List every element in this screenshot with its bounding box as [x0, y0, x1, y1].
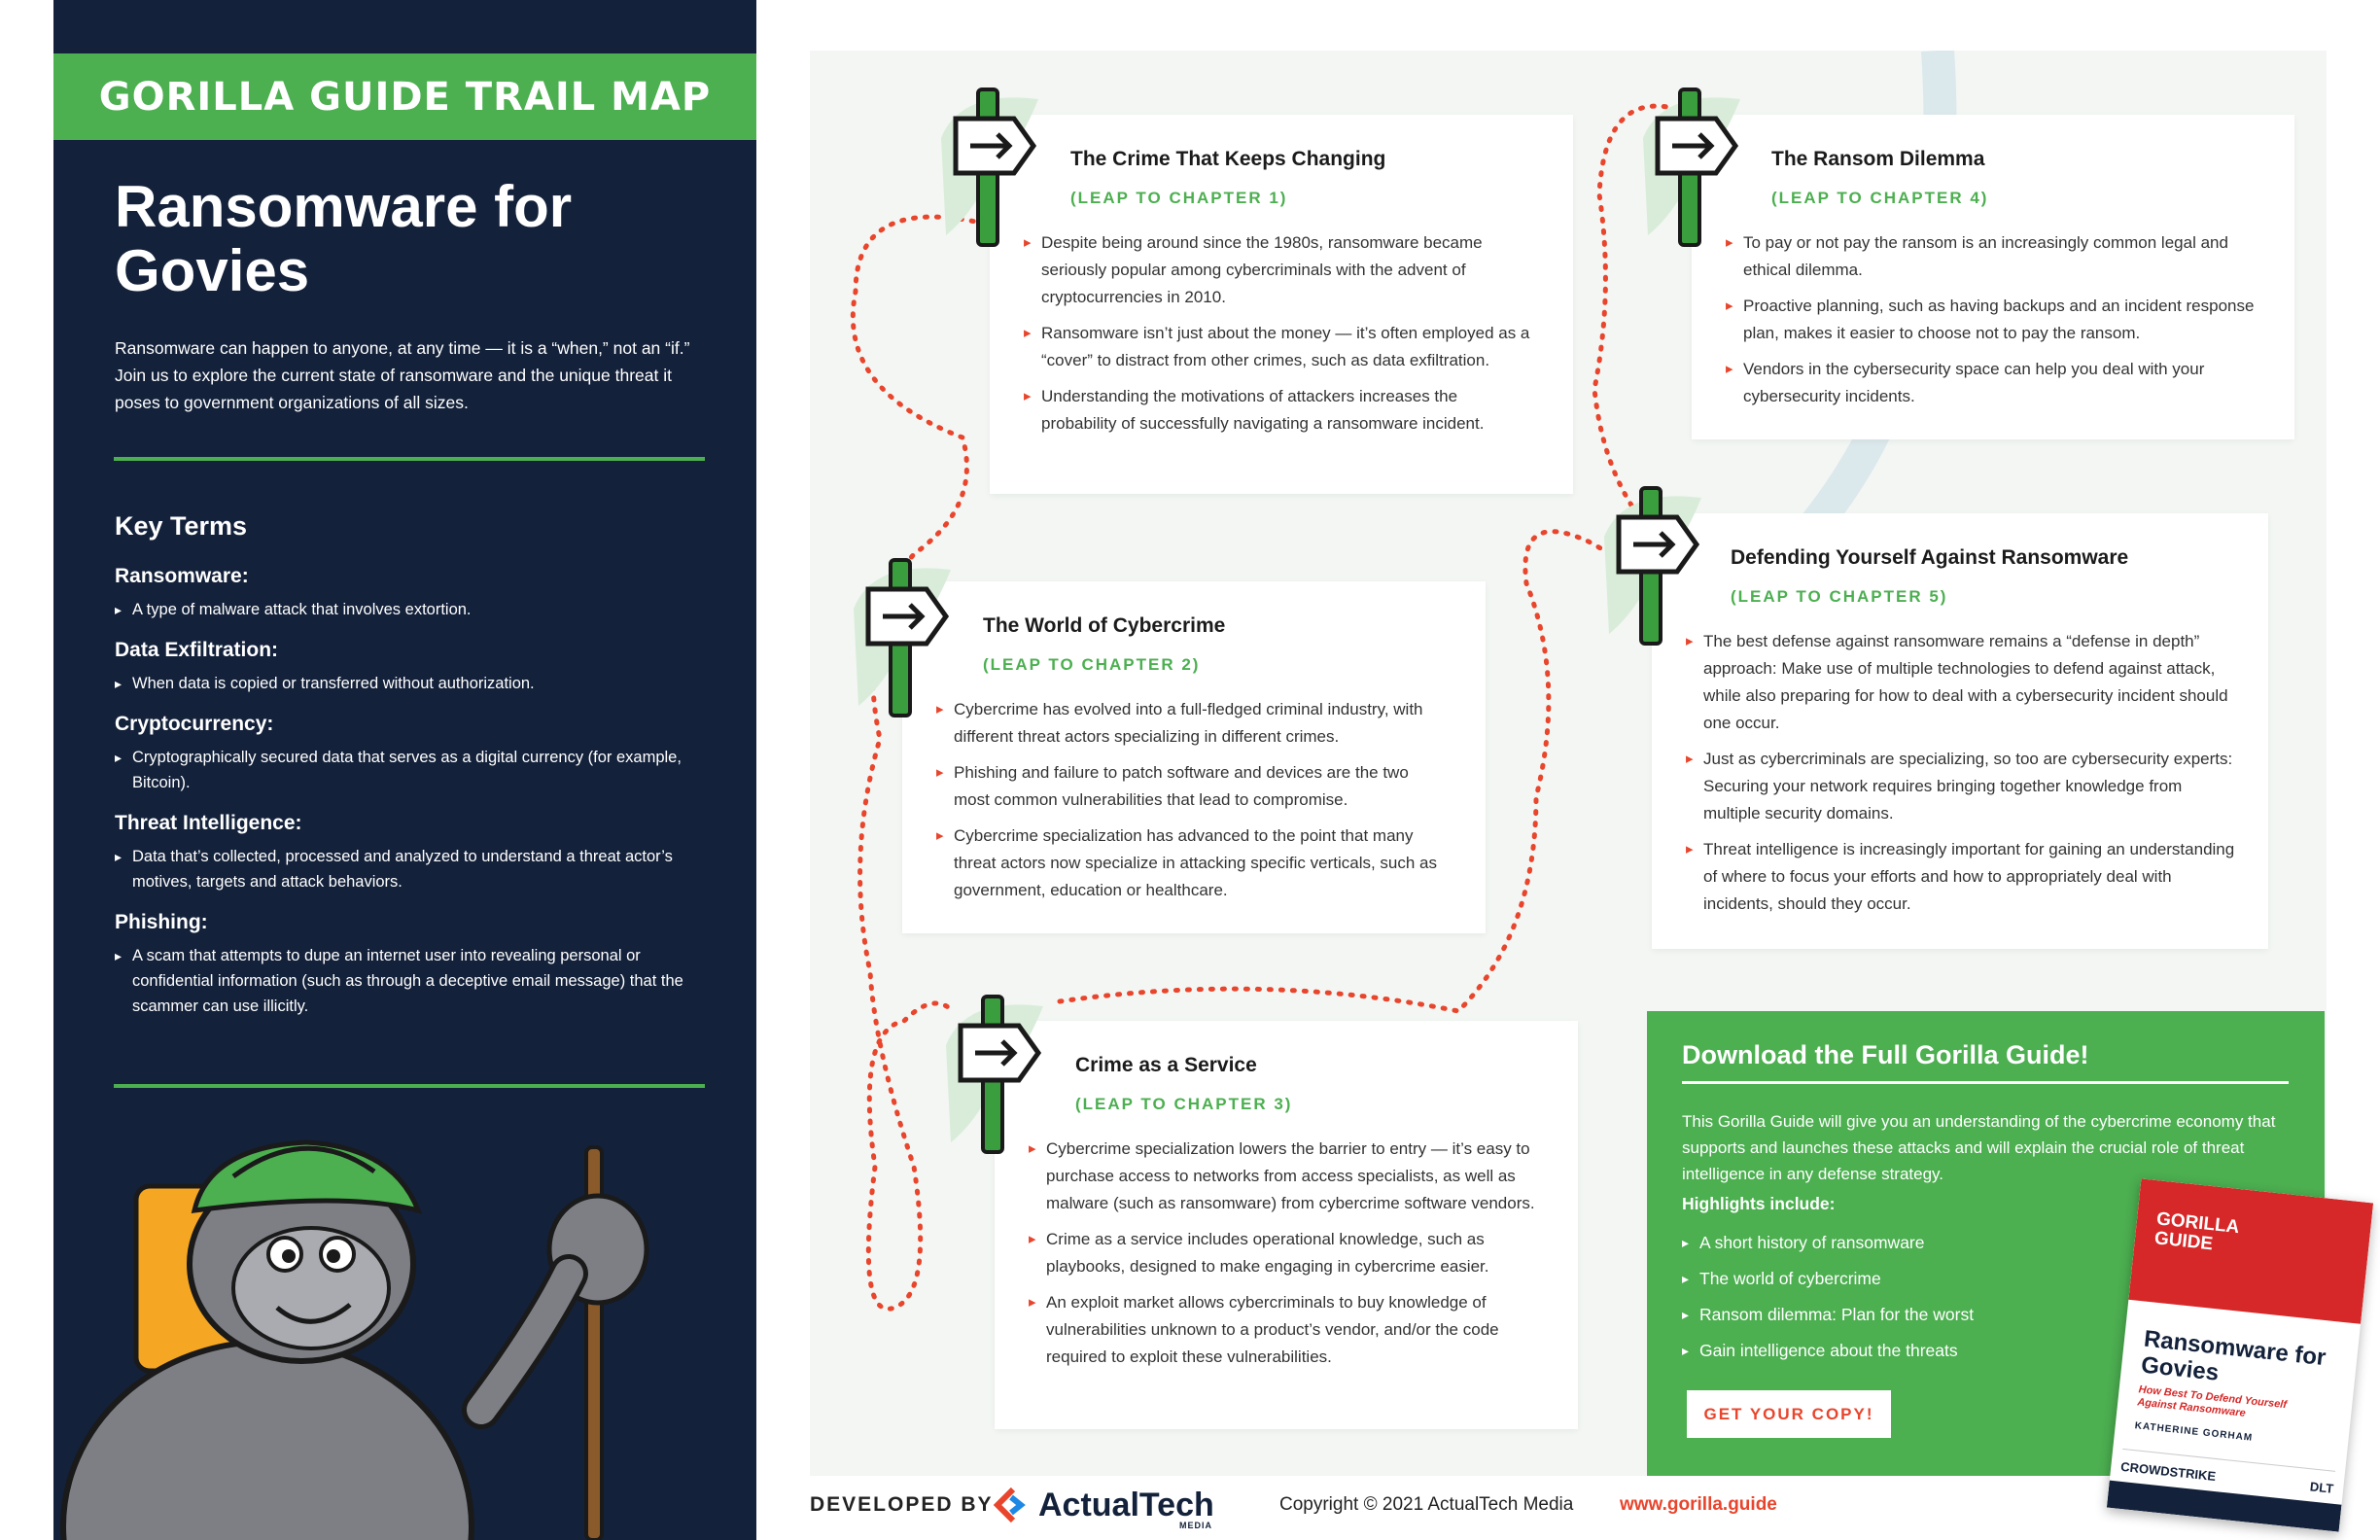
intro-text: Ransomware can happen to anyone, at any time — it is a “when,” not an “if.” Join us to explore the current state of ransomware and the unique threat it poses to government organizations of all sizes. — [115, 338, 690, 412]
leap-to-chapter-link[interactable]: (LEAP TO CHAPTER 3) — [1075, 1095, 1293, 1113]
highlight-item: ▸ Gain intelligence about the threats — [1682, 1333, 1974, 1369]
leap-to-chapter-link[interactable]: (LEAP TO CHAPTER 2) — [983, 655, 1201, 674]
chapter-bullets — [936, 696, 1447, 913]
book-series: GORILLA GUIDE — [2153, 1208, 2240, 1255]
bullet-item: ▸ Despite being around since the 1980s, ransomware became seriously popular among cybercriminals with the advent of cryptocurrencies in 2010. — [1024, 229, 1534, 311]
signpost-icon — [1633, 80, 1750, 255]
term-name: Data Exfiltration: — [115, 639, 279, 661]
bullet-item: ▸ Cybercrime specialization lowers the barrier to entry — it’s easy to purchase access to networks from access specialists, as well as malware (such as ransomware) from cybercrime software vendors. — [1029, 1136, 1544, 1217]
download-description: This Gorilla Guide will give you an understanding of the cybercrime economy that supports and launches these attacks and will explain the crucial role of threat intelligence in any defense strategy. — [1682, 1112, 2276, 1183]
term-definition: ▸ A type of malware attack that involves extortion. — [115, 597, 718, 622]
term-name: Threat Intelligence: — [115, 812, 302, 834]
company-sub: MEDIA — [1179, 1521, 1212, 1530]
crowdstrike-logo: CROWDSTRIKE — [2119, 1458, 2217, 1485]
bullet-item: ▸ Phishing and failure to patch software and devices are the two most common vulnerabilities that lead to compromise. — [936, 759, 1447, 814]
signpost-icon — [844, 550, 961, 725]
term-definition: ▸ Cryptographically secured data that serves as a digital currency (for example, Bitcoin). — [115, 745, 718, 795]
book-title: Ransomware for Govies — [2139, 1325, 2328, 1386]
chapter-bullets — [1024, 229, 1534, 446]
bullet-item: ▸ Cybercrime specialization has advanced to the point that many threat actors now specialize in attacking specific verticals, such as government, education or healthcare. — [936, 822, 1447, 904]
chapter-card-1 — [990, 115, 1573, 494]
bullet-item: ▸ Proactive planning, such as having backups and an incident response plan, makes it easier to choose not to pay the ransom. — [1726, 293, 2265, 347]
download-divider — [1682, 1081, 2289, 1084]
chapter-title: Defending Yourself Against Ransomware — [1731, 546, 2129, 569]
chapter-bullets — [1029, 1136, 1544, 1380]
bullet-item: ▸ Just as cybercriminals are specializing, so too are cybersecurity experts: Securing your network requires bringing together knowledge from multiple security domains. — [1686, 746, 2235, 827]
chapter-title: Crime as a Service — [1075, 1054, 1257, 1076]
highlight-item: ▸ The world of cybercrime — [1682, 1261, 1974, 1297]
chapter-title: The World of Cybercrime — [983, 614, 1226, 637]
download-title: Download the Full Gorilla Guide! — [1682, 1040, 2089, 1069]
highlight-item: ▸ A short history of ransomware — [1682, 1225, 1974, 1261]
chapter-bullets — [1686, 628, 2235, 927]
term-name: Ransomware: — [115, 565, 249, 587]
page-title: Ransomware for Govies — [115, 174, 573, 303]
actualtech-logo-icon — [992, 1488, 1032, 1522]
chapter-card-4 — [1692, 115, 2294, 439]
bullet-item: ▸ The best defense against ransomware remains a “defense in depth” approach: Make use of multiple technologies to defend against attack, while also preparing for how to deal with a cybersecurity incident should one occur. — [1686, 628, 2235, 737]
book-subtitle: How Best To Defend Yourself Against Ransomware — [2136, 1383, 2288, 1419]
term-name: Cryptocurrency: — [115, 713, 274, 735]
get-your-copy-button[interactable]: GET YOUR COPY! — [1687, 1390, 1891, 1438]
term-name: Phishing: — [115, 911, 208, 933]
highlight-item: ▸ Ransom dilemma: Plan for the worst — [1682, 1297, 1974, 1333]
signpost-icon — [1594, 478, 1711, 653]
chapter-title: The Ransom Dilemma — [1771, 148, 1985, 170]
copyright-text: Copyright © 2021 ActualTech Media — [1279, 1494, 1574, 1515]
highlights-label: Highlights include: — [1682, 1194, 1836, 1213]
bullet-item: ▸ Understanding the motivations of attackers increases the probability of successfully navigating a ransomware incident. — [1024, 383, 1534, 438]
leap-to-chapter-link[interactable]: (LEAP TO CHAPTER 1) — [1070, 189, 1288, 207]
bullet-item: ▸ Vendors in the cybersecurity space can help you deal with your cybersecurity incidents. — [1726, 356, 2265, 410]
signpost-icon — [931, 80, 1048, 255]
bullet-item: ▸ An exploit market allows cybercriminals to buy knowledge of vulnerabilities unknown to a product’s vendor, and/or the code required to exploit these vulnerabilities. — [1029, 1289, 1544, 1371]
chapter-card-3 — [995, 1021, 1578, 1429]
bullet-item: ▸ Crime as a service includes operational knowledge, such as playbooks, designed to make engaging in cybercrime easier. — [1029, 1226, 1544, 1280]
dlt-logo: DLT — [2309, 1479, 2334, 1496]
leap-to-chapter-link[interactable]: (LEAP TO CHAPTER 5) — [1731, 587, 1948, 606]
chapter-title: The Crime That Keeps Changing — [1070, 148, 1386, 170]
bullet-item: ▸ Ransomware isn’t just about the money — it’s often employed as a “cover” to distract from other crimes, such as data exfiltration. — [1024, 320, 1534, 374]
term-definition: ▸ Data that’s collected, processed and analyzed to understand a threat actor’s motives, targets and attack behaviors. — [115, 844, 718, 894]
company-name: ActualTech — [1038, 1486, 1214, 1523]
chapter-card-5 — [1652, 513, 2268, 949]
bullet-item: ▸ Cybercrime has evolved into a full-fledged criminal industry, with different threat actors specializing in different crimes. — [936, 696, 1447, 751]
term-definition: ▸ A scam that attempts to dupe an internet user into revealing personal or confidential information (such as through a deceptive email message) that the scammer can use illicitly. — [115, 943, 718, 1019]
website-link[interactable]: www.gorilla.guide — [1620, 1494, 1777, 1515]
book-author: KATHERINE GORHAM — [2134, 1420, 2254, 1444]
bullet-item: ▸ Threat intelligence is increasingly important for gaining an understanding of where to focus your efforts and how to appropriately deal with incidents, should they occur. — [1686, 836, 2235, 918]
banner-title: GORILLA GUIDE TRAIL MAP — [53, 53, 756, 140]
developed-by-label: DEVELOPED BY — [810, 1493, 994, 1516]
book-cover[interactable] — [2107, 1178, 2373, 1531]
term-definition: ▸ When data is copied or transferred without authorization. — [115, 671, 718, 696]
signpost-icon — [936, 987, 1053, 1162]
book-cover-header — [2128, 1178, 2373, 1323]
bullet-item: ▸ To pay or not pay the ransom is an increasingly common legal and ethical dilemma. — [1726, 229, 2265, 284]
chapter-bullets — [1726, 229, 2265, 419]
highlights-list — [1682, 1225, 1974, 1369]
key-terms-heading: Key Terms — [115, 511, 248, 541]
actualtech-logo[interactable] — [992, 1486, 1214, 1530]
leap-to-chapter-link[interactable]: (LEAP TO CHAPTER 4) — [1771, 189, 1989, 207]
chapter-card-2 — [902, 581, 1486, 933]
